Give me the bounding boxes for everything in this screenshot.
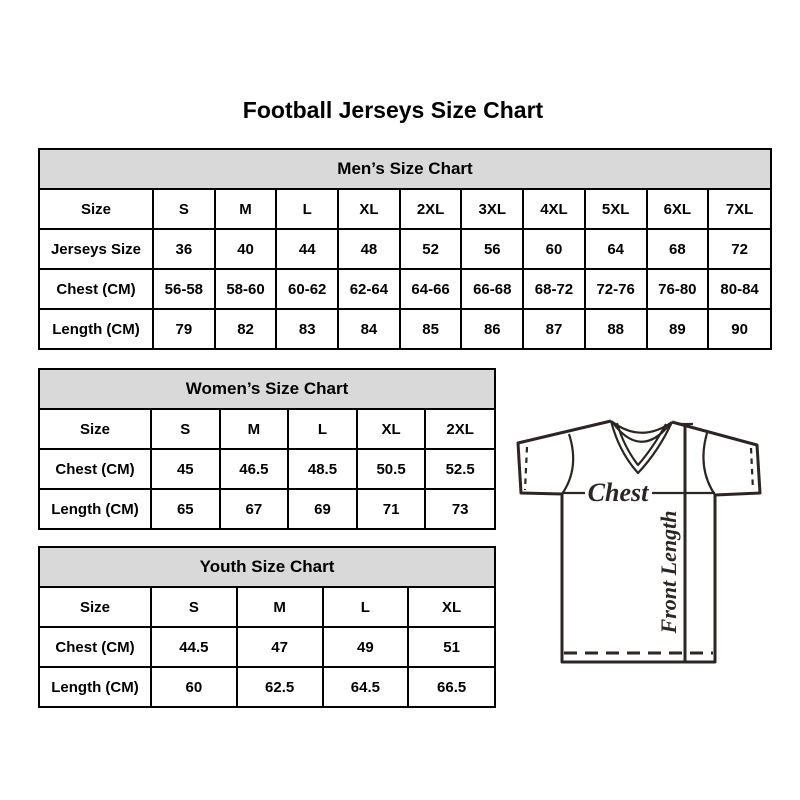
- value-cell: 69: [288, 489, 357, 528]
- row-label-cell: Length (CM): [40, 489, 151, 528]
- value-cell: 45: [151, 449, 220, 489]
- mens-table-grid: [40, 190, 770, 348]
- value-cell: 2XL: [400, 190, 462, 229]
- value-cell: 66.5: [408, 667, 494, 706]
- value-cell: 40: [215, 229, 277, 269]
- table-row: [40, 489, 494, 528]
- value-cell: 80-84: [708, 269, 770, 309]
- value-cell: 52.5: [425, 449, 494, 489]
- value-cell: 73: [425, 489, 494, 528]
- value-cell: L: [276, 190, 338, 229]
- value-cell: 76-80: [647, 269, 709, 309]
- value-cell: 51: [408, 627, 494, 667]
- value-cell: 65: [151, 489, 220, 528]
- value-cell: 46.5: [220, 449, 289, 489]
- value-cell: 58-60: [215, 269, 277, 309]
- chest-label: Chest: [587, 478, 649, 507]
- value-cell: 64.5: [323, 667, 409, 706]
- right-sleeve-seam: [703, 433, 715, 495]
- value-cell: XL: [357, 410, 426, 449]
- value-cell: S: [151, 410, 220, 449]
- front-length-label: Front Length: [656, 510, 681, 634]
- value-cell: XL: [408, 588, 494, 627]
- table-row: [40, 269, 770, 309]
- value-cell: 48.5: [288, 449, 357, 489]
- value-cell: 89: [647, 309, 709, 348]
- value-cell: 52: [400, 229, 462, 269]
- value-cell: 50.5: [357, 449, 426, 489]
- value-cell: 2XL: [425, 410, 494, 449]
- value-cell: 66-68: [461, 269, 523, 309]
- row-label-cell: Chest (CM): [40, 449, 151, 489]
- value-cell: 85: [400, 309, 462, 348]
- value-cell: 82: [215, 309, 277, 348]
- value-cell: 3XL: [461, 190, 523, 229]
- value-cell: 71: [357, 489, 426, 528]
- value-cell: 72-76: [585, 269, 647, 309]
- value-cell: 88: [585, 309, 647, 348]
- table-row: [40, 229, 770, 269]
- right-cuff-stitch-dashes: [751, 448, 753, 490]
- value-cell: 62-64: [338, 269, 400, 309]
- youth-table-title: Youth Size Chart: [40, 548, 494, 588]
- value-cell: XL: [338, 190, 400, 229]
- table-row: [40, 449, 494, 489]
- mens-size-chart-table: [38, 148, 772, 350]
- value-cell: 36: [153, 229, 215, 269]
- value-cell: 47: [237, 627, 323, 667]
- table-row: [40, 667, 494, 706]
- page-title: Football Jerseys Size Chart: [242, 97, 544, 123]
- table-row: [40, 190, 770, 229]
- youth-size-chart-table: [38, 546, 496, 708]
- row-label-cell: Jerseys Size: [40, 229, 153, 269]
- value-cell: 56: [461, 229, 523, 269]
- value-cell: 64-66: [400, 269, 462, 309]
- left-cuff-stitch-dashes: [525, 447, 527, 490]
- left-sleeve-seam: [562, 434, 573, 494]
- value-cell: 60: [523, 229, 585, 269]
- value-cell: L: [288, 410, 357, 449]
- value-cell: L: [323, 588, 409, 627]
- youth-table-grid: [40, 588, 494, 706]
- value-cell: 62.5: [237, 667, 323, 706]
- value-cell: 90: [708, 309, 770, 348]
- value-cell: S: [151, 588, 237, 627]
- table-row: [40, 309, 770, 348]
- value-cell: 6XL: [647, 190, 709, 229]
- value-cell: M: [237, 588, 323, 627]
- value-cell: 64: [585, 229, 647, 269]
- row-label-cell: Size: [40, 410, 151, 449]
- value-cell: 86: [461, 309, 523, 348]
- row-label-cell: Chest (CM): [40, 627, 151, 667]
- value-cell: 67: [220, 489, 289, 528]
- value-cell: 84: [338, 309, 400, 348]
- value-cell: 60: [151, 667, 237, 706]
- value-cell: S: [153, 190, 215, 229]
- value-cell: 87: [523, 309, 585, 348]
- table-row: [40, 410, 494, 449]
- jersey-measurement-diagram: [500, 410, 780, 675]
- womens-table-title: Women’s Size Chart: [40, 370, 494, 410]
- row-label-cell: Length (CM): [40, 667, 151, 706]
- value-cell: 48: [338, 229, 400, 269]
- row-label-cell: Length (CM): [40, 309, 153, 348]
- value-cell: 7XL: [708, 190, 770, 229]
- value-cell: 4XL: [523, 190, 585, 229]
- mens-table-title: Men’s Size Chart: [40, 150, 770, 190]
- womens-size-chart-table: [38, 368, 496, 530]
- value-cell: M: [220, 410, 289, 449]
- value-cell: 68: [647, 229, 709, 269]
- value-cell: 60-62: [276, 269, 338, 309]
- table-row: [40, 588, 494, 627]
- value-cell: 56-58: [153, 269, 215, 309]
- value-cell: 72: [708, 229, 770, 269]
- value-cell: 44.5: [151, 627, 237, 667]
- table-row: [40, 627, 494, 667]
- jersey-outline-icon: [518, 421, 760, 662]
- value-cell: 44: [276, 229, 338, 269]
- womens-table-grid: [40, 410, 494, 528]
- row-label-cell: Size: [40, 190, 153, 229]
- value-cell: M: [215, 190, 277, 229]
- value-cell: 83: [276, 309, 338, 348]
- row-label-cell: Size: [40, 588, 151, 627]
- row-label-cell: Chest (CM): [40, 269, 153, 309]
- value-cell: 49: [323, 627, 409, 667]
- value-cell: 68-72: [523, 269, 585, 309]
- value-cell: 5XL: [585, 190, 647, 229]
- value-cell: 79: [153, 309, 215, 348]
